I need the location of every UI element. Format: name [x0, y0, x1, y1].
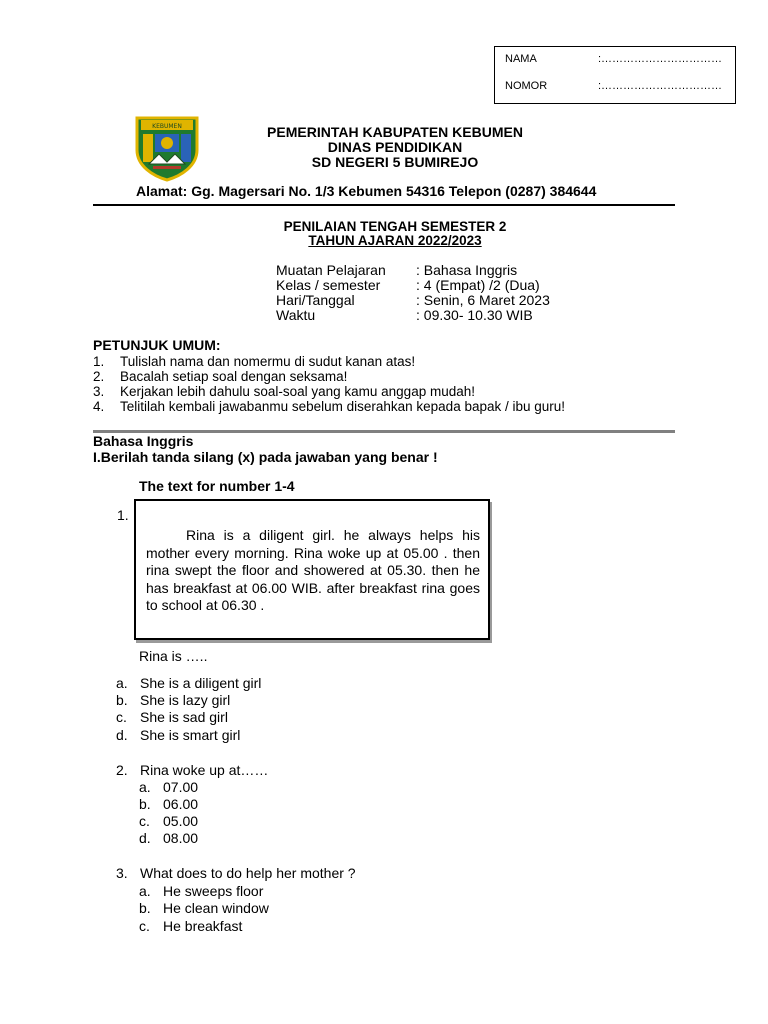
- instructions-heading: PETUNJUK UMUM:: [93, 337, 221, 353]
- instruction-text: Telitilah kembali jawabanmu sebelum diserahkan kepada bapak / ibu guru!: [120, 399, 566, 414]
- name-number-box: [494, 46, 736, 104]
- option-text: He breakfast: [163, 918, 243, 934]
- meta-key: Hari/Tanggal: [276, 292, 355, 308]
- option-text: She is smart girl: [140, 727, 241, 743]
- option-letter: d.: [116, 727, 128, 743]
- question-number: 3.: [116, 865, 128, 881]
- question: [116, 865, 356, 881]
- instruction-number: 4.: [93, 399, 105, 414]
- option-text: 05.00: [163, 813, 199, 829]
- option-text: 08.00: [163, 830, 199, 846]
- option-letter: b.: [139, 796, 151, 812]
- exam-title: PENILAIAN TENGAH SEMESTER 2: [283, 219, 507, 234]
- subject-heading: Bahasa Inggris: [93, 433, 194, 449]
- meta-value: : 4 (Empat) /2 (Dua): [416, 277, 540, 293]
- instruction-text: Kerjakan lebih dahulu soal-soal yang kamu anggap mudah!: [120, 384, 475, 399]
- meta-key: Kelas / semester: [276, 277, 381, 293]
- option-letter: b.: [139, 900, 151, 916]
- question-stem: Rina woke up at……: [140, 762, 269, 778]
- header-school: SD NEGERI 5 BUMIREJO: [311, 154, 479, 170]
- number-field[interactable]: :……………………………: [598, 80, 723, 92]
- question-stem: What does to do help her mother ?: [140, 865, 356, 881]
- option-text: 06.00: [163, 796, 199, 812]
- instruction-text: Bacalah setiap soal dengan seksama!: [120, 369, 348, 384]
- question-stem: Rina is …..: [139, 648, 208, 664]
- question-number: 2.: [116, 762, 128, 778]
- name-field[interactable]: :……………………………: [598, 53, 723, 65]
- name-label: NAMA: [505, 53, 537, 65]
- question: [116, 762, 269, 778]
- option-letter: c.: [139, 813, 150, 829]
- meta-value: : 09.30- 10.30 WIB: [416, 307, 533, 323]
- reading-passage: Rina is a diligent girl. he always helps his mother every morning. Rina woke up at 05.00 . then rina swept the floor and showered at 05.30. then he has breakfast at 06.00 WIB. after breakfast rina goes to school at 06.30 .: [146, 527, 480, 613]
- reading-passage-box: [134, 499, 490, 640]
- option-text: He clean window: [163, 900, 269, 916]
- meta-key: Waktu: [276, 307, 316, 323]
- header-government: PEMERINTAH KABUPATEN KEBUMEN: [267, 124, 523, 140]
- option-text: 07.00: [163, 779, 199, 795]
- option-letter: d.: [139, 830, 151, 846]
- option-text: She is lazy girl: [140, 692, 231, 708]
- meta-value: : Bahasa Inggris: [416, 262, 518, 278]
- option-letter: c.: [139, 918, 150, 934]
- instruction-text: Tulislah nama dan nomermu di sudut kanan atas!: [120, 354, 416, 369]
- option-text: She is sad girl: [140, 709, 228, 725]
- option-letter: a.: [139, 883, 151, 899]
- header-divider: [93, 204, 675, 206]
- option-letter: c.: [116, 709, 127, 725]
- logo-label: KEBUMEN: [152, 123, 182, 130]
- option-letter: a.: [139, 779, 151, 795]
- meta-value: : Senin, 6 Maret 2023: [416, 292, 550, 308]
- option-text: She is a diligent girl: [140, 675, 262, 691]
- task-instruction: I.Berilah tanda silang (x) pada jawaban yang benar !: [93, 449, 438, 465]
- option-letter: a.: [116, 675, 128, 691]
- instruction-number: 2.: [93, 369, 105, 384]
- meta-key: Muatan Pelajaran: [276, 262, 386, 278]
- exam-year: TAHUN AJARAN 2022/2023: [308, 233, 482, 248]
- instruction-number: 1.: [93, 354, 105, 369]
- question-number: 1.: [117, 507, 129, 523]
- instruction-number: 3.: [93, 384, 105, 399]
- option-text: He sweeps floor: [163, 883, 264, 899]
- number-label: NOMOR: [505, 80, 548, 92]
- option-letter: b.: [116, 692, 128, 708]
- header-office: DINAS PENDIDIKAN: [327, 139, 463, 155]
- school-address: Alamat: Gg. Magersari No. 1/3 Kebumen 54316 Telepon (0287) 384644: [136, 183, 597, 199]
- text-heading: The text for number 1-4: [139, 478, 295, 494]
